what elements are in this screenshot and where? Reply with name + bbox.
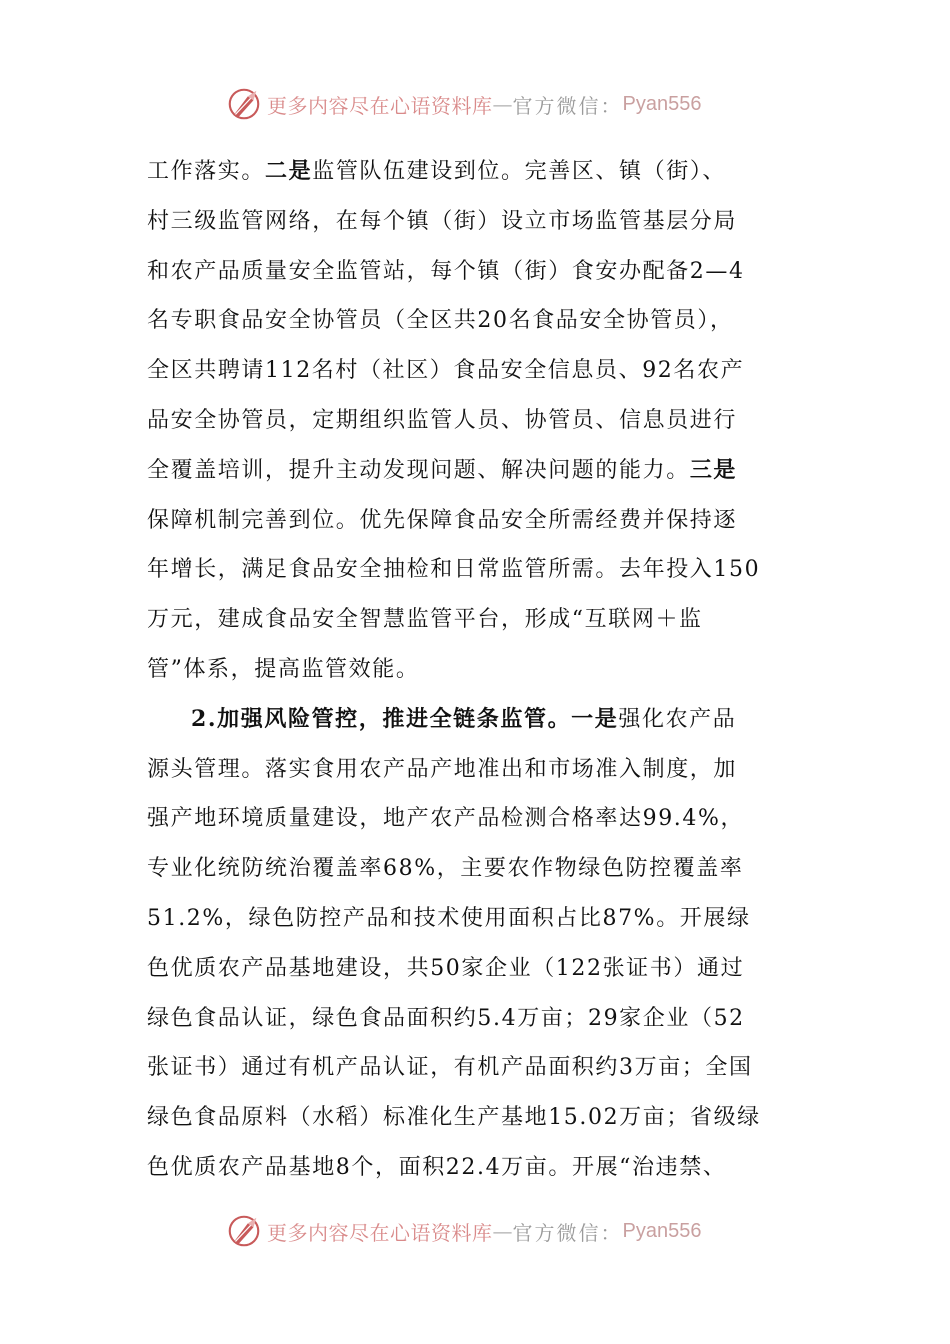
text-segment: 管”体系，提高监管效能。 — [147, 656, 420, 682]
watermark-brand: 更多内容尽在心语资料库 — [267, 93, 493, 118]
text-segment: 监管队伍建设到位。完善区、镇（街）、 — [312, 159, 727, 184]
text-segment: 源头管理。落实食用农产品产地准出和市场准入制度，加 — [147, 756, 738, 782]
text-segment: 强产地环境质量建设，地产农产品检测合格率达99.4%， — [147, 806, 745, 832]
text-line — [147, 247, 807, 297]
text-segment: 色优质农产品基地建设，共50家企业（122张证书）通过 — [147, 955, 745, 981]
text-line — [147, 197, 807, 247]
text-segment: 保障机制完善到位。优先保障食品安全所需经费并保持逐 — [147, 507, 738, 533]
text-line — [147, 745, 807, 795]
text-line — [147, 346, 807, 396]
text-line — [147, 147, 807, 197]
bold-text-segment: 二是 — [265, 158, 313, 184]
text-segment: 51.2%，绿色防控产品和技术使用面积占比87%。开展绿 — [147, 905, 751, 931]
text-line — [147, 595, 807, 645]
text-segment: 工作落实。 — [147, 159, 266, 184]
watermark-official-label: 官方微信： — [512, 93, 623, 118]
body-text — [147, 147, 807, 1193]
footer-watermark — [225, 1211, 701, 1251]
text-line — [147, 446, 807, 496]
text-segment: 专业化统防统治覆盖率68%，主要农作物绿色防控覆盖率 — [147, 856, 744, 882]
watermark-official-label: 官方微信： — [512, 1220, 623, 1245]
text-line — [147, 1043, 807, 1093]
text-line — [147, 944, 807, 994]
text-line — [147, 695, 807, 745]
text-segment: 绿色食品原料（水稻）标准化生产基地15.02万亩；省级绿 — [147, 1105, 761, 1131]
pen-nib-circle-icon — [225, 1212, 263, 1250]
text-segment: 色优质农产品基地8个，面积22.4万亩。开展“治违禁、 — [147, 1154, 727, 1180]
bold-text-segment: 2.加强风险管控，推进全链条监管。一是 — [191, 705, 619, 732]
text-segment: 年增长，满足食品安全抽检和日常监管所需。去年投入150 — [147, 557, 761, 583]
text-line — [147, 844, 807, 894]
text-line — [147, 296, 807, 346]
text-line — [147, 1093, 807, 1143]
bold-text-segment: 三是 — [689, 456, 738, 483]
text-segment: 绿色食品认证，绿色食品面积约5.4万亩；29家企业（52 — [147, 1005, 745, 1031]
text-segment: 强化农产品 — [618, 706, 737, 732]
text-line — [147, 496, 807, 546]
text-line — [147, 794, 807, 844]
text-line — [147, 994, 807, 1044]
pen-nib-circle-icon — [225, 85, 263, 123]
watermark-wechat-id: Pyan556 — [622, 1219, 702, 1242]
text-segment: 全覆盖培训，提升主动发现问题、解决问题的能力。 — [147, 457, 690, 483]
text-segment: 品安全协管员，定期组织监管人员、协管员、信息员进行 — [147, 407, 738, 433]
watermark-wechat-id: Pyan556 — [622, 92, 702, 115]
text-line — [147, 894, 807, 944]
watermark-brand: 更多内容尽在心语资料库 — [267, 1220, 493, 1245]
header-watermark — [225, 84, 701, 124]
text-segment: 村三级监管网络，在每个镇（街）设立市场监管基层分局 — [147, 208, 738, 234]
watermark-separator: — — [492, 1219, 513, 1243]
text-segment: 张证书）通过有机产品认证，有机产品面积约3万亩；全国 — [147, 1055, 753, 1081]
text-line — [147, 545, 807, 595]
watermark-separator: — — [492, 92, 513, 116]
text-line — [147, 645, 807, 695]
text-segment: 全区共聘请112名村（社区）食品安全信息员、92名农产 — [147, 358, 745, 384]
text-segment: 和农产品质量安全监管站，每个镇（街）食安办配备2—4 — [147, 258, 745, 284]
text-line — [147, 1143, 807, 1193]
text-segment: 名专职食品安全协管员（全区共20名食品安全协管员）， — [147, 308, 734, 334]
text-line — [147, 396, 807, 446]
text-segment: 万元，建成食品安全智慧监管平台，形成“互联网＋监 — [147, 607, 703, 633]
